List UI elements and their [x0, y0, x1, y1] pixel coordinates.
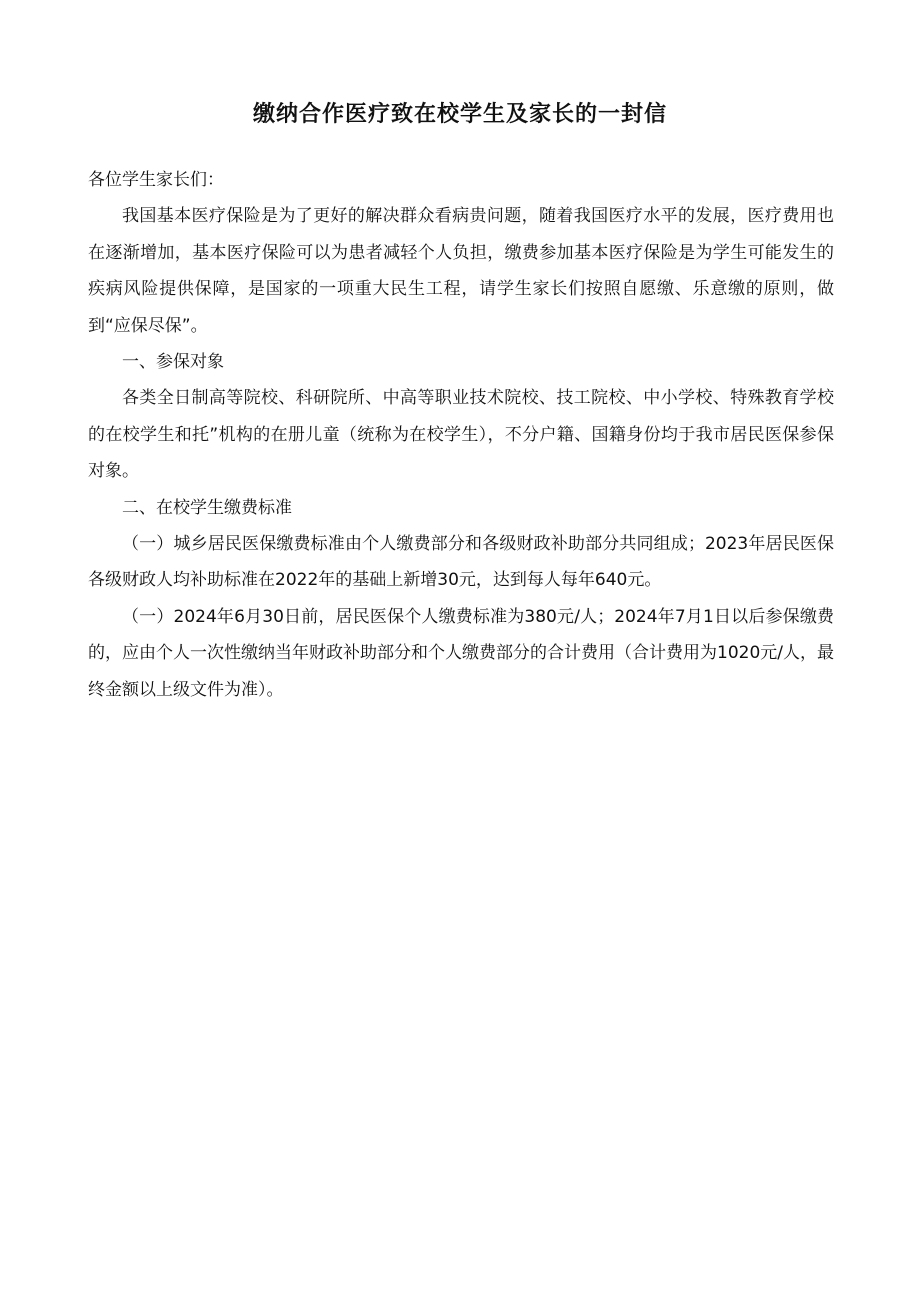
document-title: 缴纳合作医疗致在校学生及家长的一封信 [252, 102, 667, 127]
salutation: 各位学生家长们： [88, 170, 224, 190]
section-heading-payment-standard: 二、在校学生缴费标准 [122, 497, 292, 518]
paragraph-payment-standard-2: （一）2024年6月30日前，居民医保个人缴费标准为380元/人；2024年7月1日以后参保缴费的，应由个人一次性缴纳当年财政补助部分和个人缴费部分的合计费用（合计费用为1020元/人，最终金额以上级文件为准）。 [88, 606, 834, 700]
paragraph-payment-standard-1: （一）城乡居民医保缴费标准由个人缴费部分和各级财政补助部分共同组成；2023年居民医保各级财政人均补助标准在2022年的基础上新增30元，达到每人每年640元。 [88, 534, 834, 591]
paragraph-insured-objects: 各类全日制高等院校、科研院所、中高等职业技术院校、技工院校、中小学校、特殊教育学校的在校学生和托”机构的在册儿童（统称为在校学生），不分户籍、国籍身份均于我市居民医保参保对象。 [88, 388, 834, 482]
section-heading-insured-objects: 一、参保对象 [122, 352, 224, 373]
document-body [88, 162, 834, 708]
paragraph-intro: 我国基本医疗保险是为了更好的解决群众看病贵问题，随着我国医疗水平的发展，医疗费用也在逐渐增加，基本医疗保险可以为患者减轻个人负担，缴费参加基本医疗保险是为学生可能发生的疾病风险提供保障，是国家的一项重大民生工程，请学生家长们按照自愿缴、乐意缴的原则，做到“应保尽保”。 [88, 206, 834, 336]
